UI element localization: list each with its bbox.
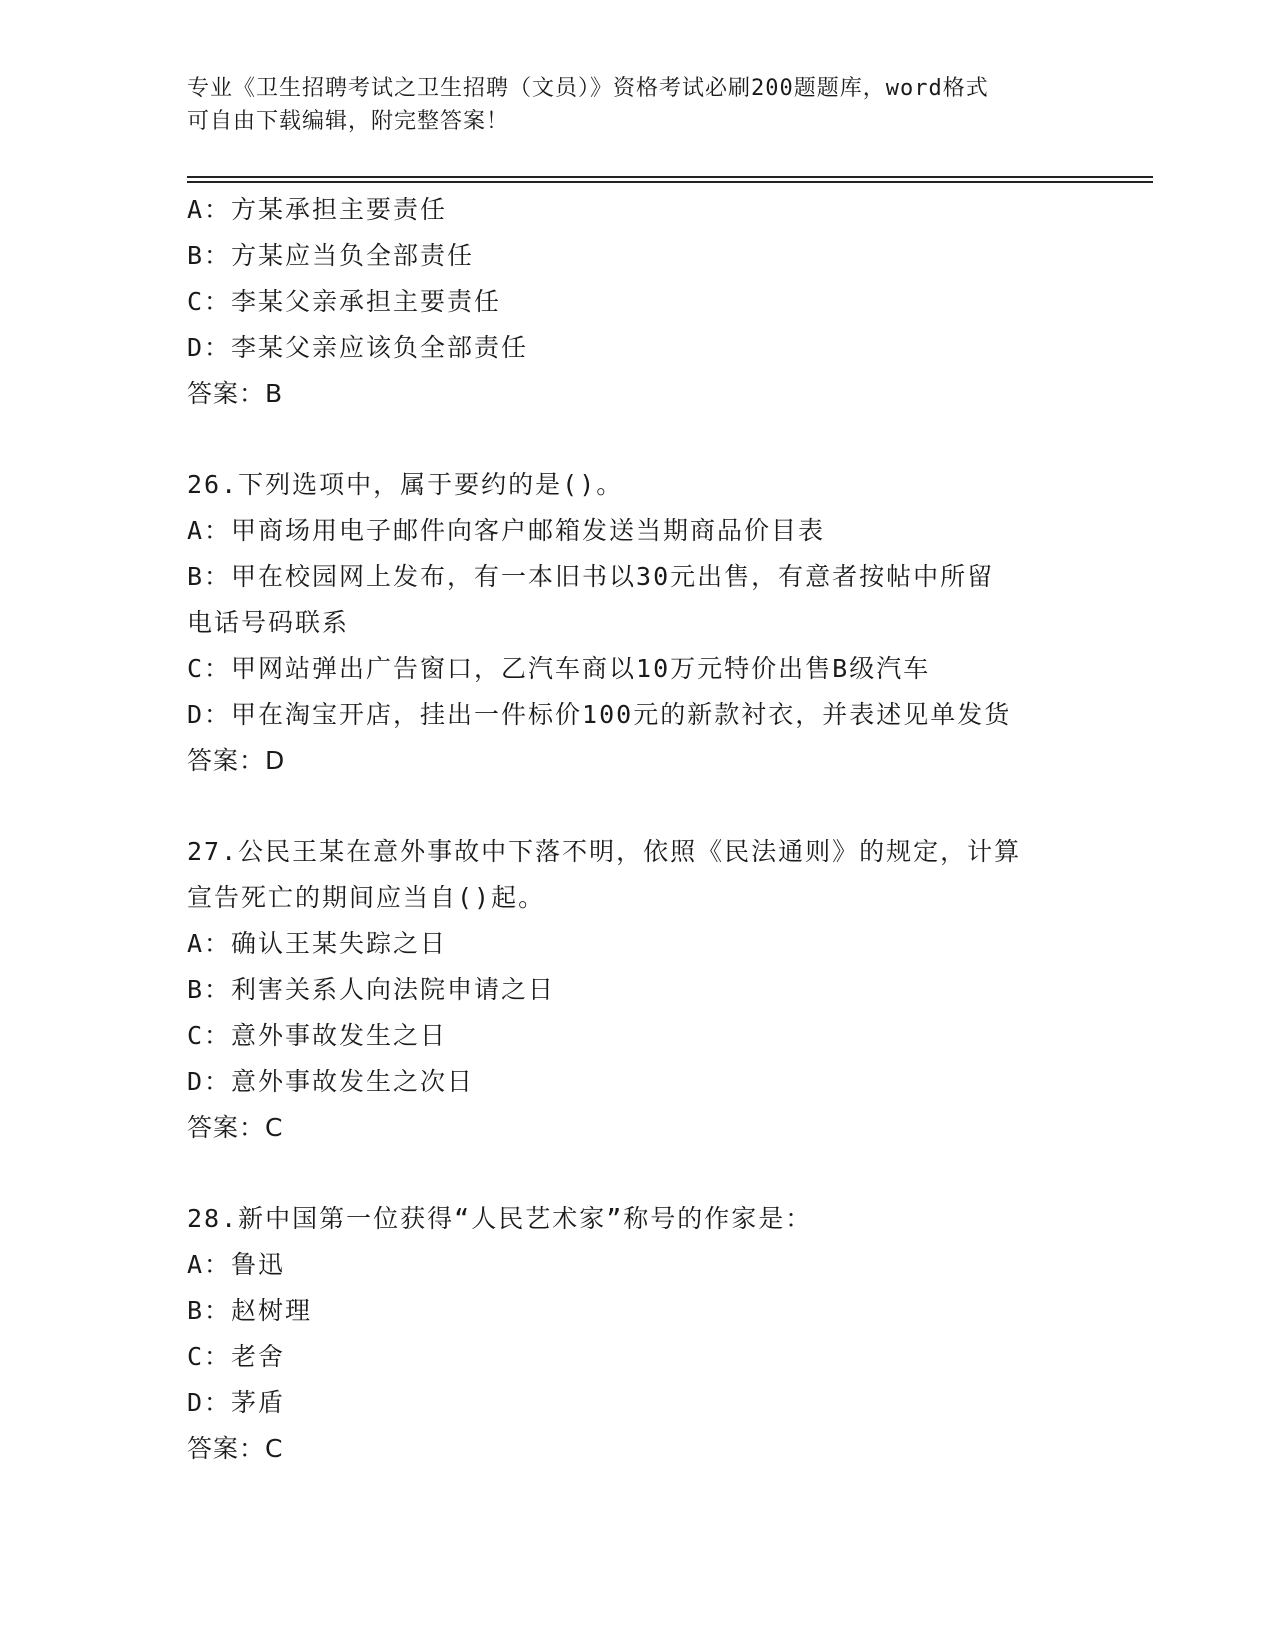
option-b-continued: 电话号码联系: [187, 608, 350, 637]
answer-label: 答案：B: [187, 379, 284, 408]
question-list: [187, 187, 1087, 1472]
option-d: D：意外事故发生之次日: [187, 1067, 475, 1096]
option-a: A：确认王某失踪之日: [187, 929, 448, 958]
question-stem-continued: 宣告死亡的期间应当自()起。: [187, 883, 546, 912]
answer-label: 答案：C: [187, 1434, 284, 1463]
question-stem: 28.新中国第一位获得“人民艺术家”称号的作家是：: [187, 1204, 813, 1233]
document-header: [187, 72, 1087, 138]
option-b: B：利害关系人向法院申请之日: [187, 975, 556, 1004]
answer-label: 答案：C: [187, 1113, 284, 1142]
option-d: D：甲在淘宝开店，挂出一件标价100元的新款衬衣，并表述见单发货: [187, 700, 1012, 729]
header-line-1: 专业《卫生招聘考试之卫生招聘（文员）》资格考试必刷200题题库，word格式: [187, 76, 989, 101]
option-c: C：甲网站弹出广告窗口，乙汽车商以10万元特价出售B级汽车: [187, 654, 931, 683]
question-26: [187, 462, 1087, 784]
question-stem: 27.公民王某在意外事故中下落不明，依照《民法通则》的规定，计算: [187, 837, 1022, 866]
option-a: A：甲商场用电子邮件向客户邮箱发送当期商品价目表: [187, 516, 826, 545]
option-d: D：李某父亲应该负全部责任: [187, 333, 529, 362]
question-gap: [187, 784, 1087, 829]
option-b: B：赵树理: [187, 1296, 313, 1325]
option-d: D：茅盾: [187, 1388, 286, 1417]
question-25: [187, 187, 1087, 417]
option-b: B：甲在校园网上发布，有一本旧书以30元出售，有意者按帖中所留: [187, 562, 995, 591]
answer-label: 答案：D: [187, 746, 286, 775]
header-line-2: 可自由下载编辑，附完整答案！: [187, 109, 510, 134]
option-c: C：老舍: [187, 1342, 286, 1371]
option-c: C：李某父亲承担主要责任: [187, 287, 502, 316]
option-a: A：方某承担主要责任: [187, 195, 448, 224]
question-27: [187, 829, 1087, 1151]
question-28: [187, 1196, 1087, 1472]
option-a: A：鲁迅: [187, 1250, 286, 1279]
option-b: B：方某应当负全部责任: [187, 241, 475, 270]
header-divider-bottom: [187, 181, 1153, 183]
header-divider-top: [187, 176, 1153, 178]
option-c: C：意外事故发生之日: [187, 1021, 448, 1050]
question-gap: [187, 417, 1087, 462]
question-stem: 26.下列选项中，属于要约的是()。: [187, 470, 624, 499]
question-gap: [187, 1151, 1087, 1196]
